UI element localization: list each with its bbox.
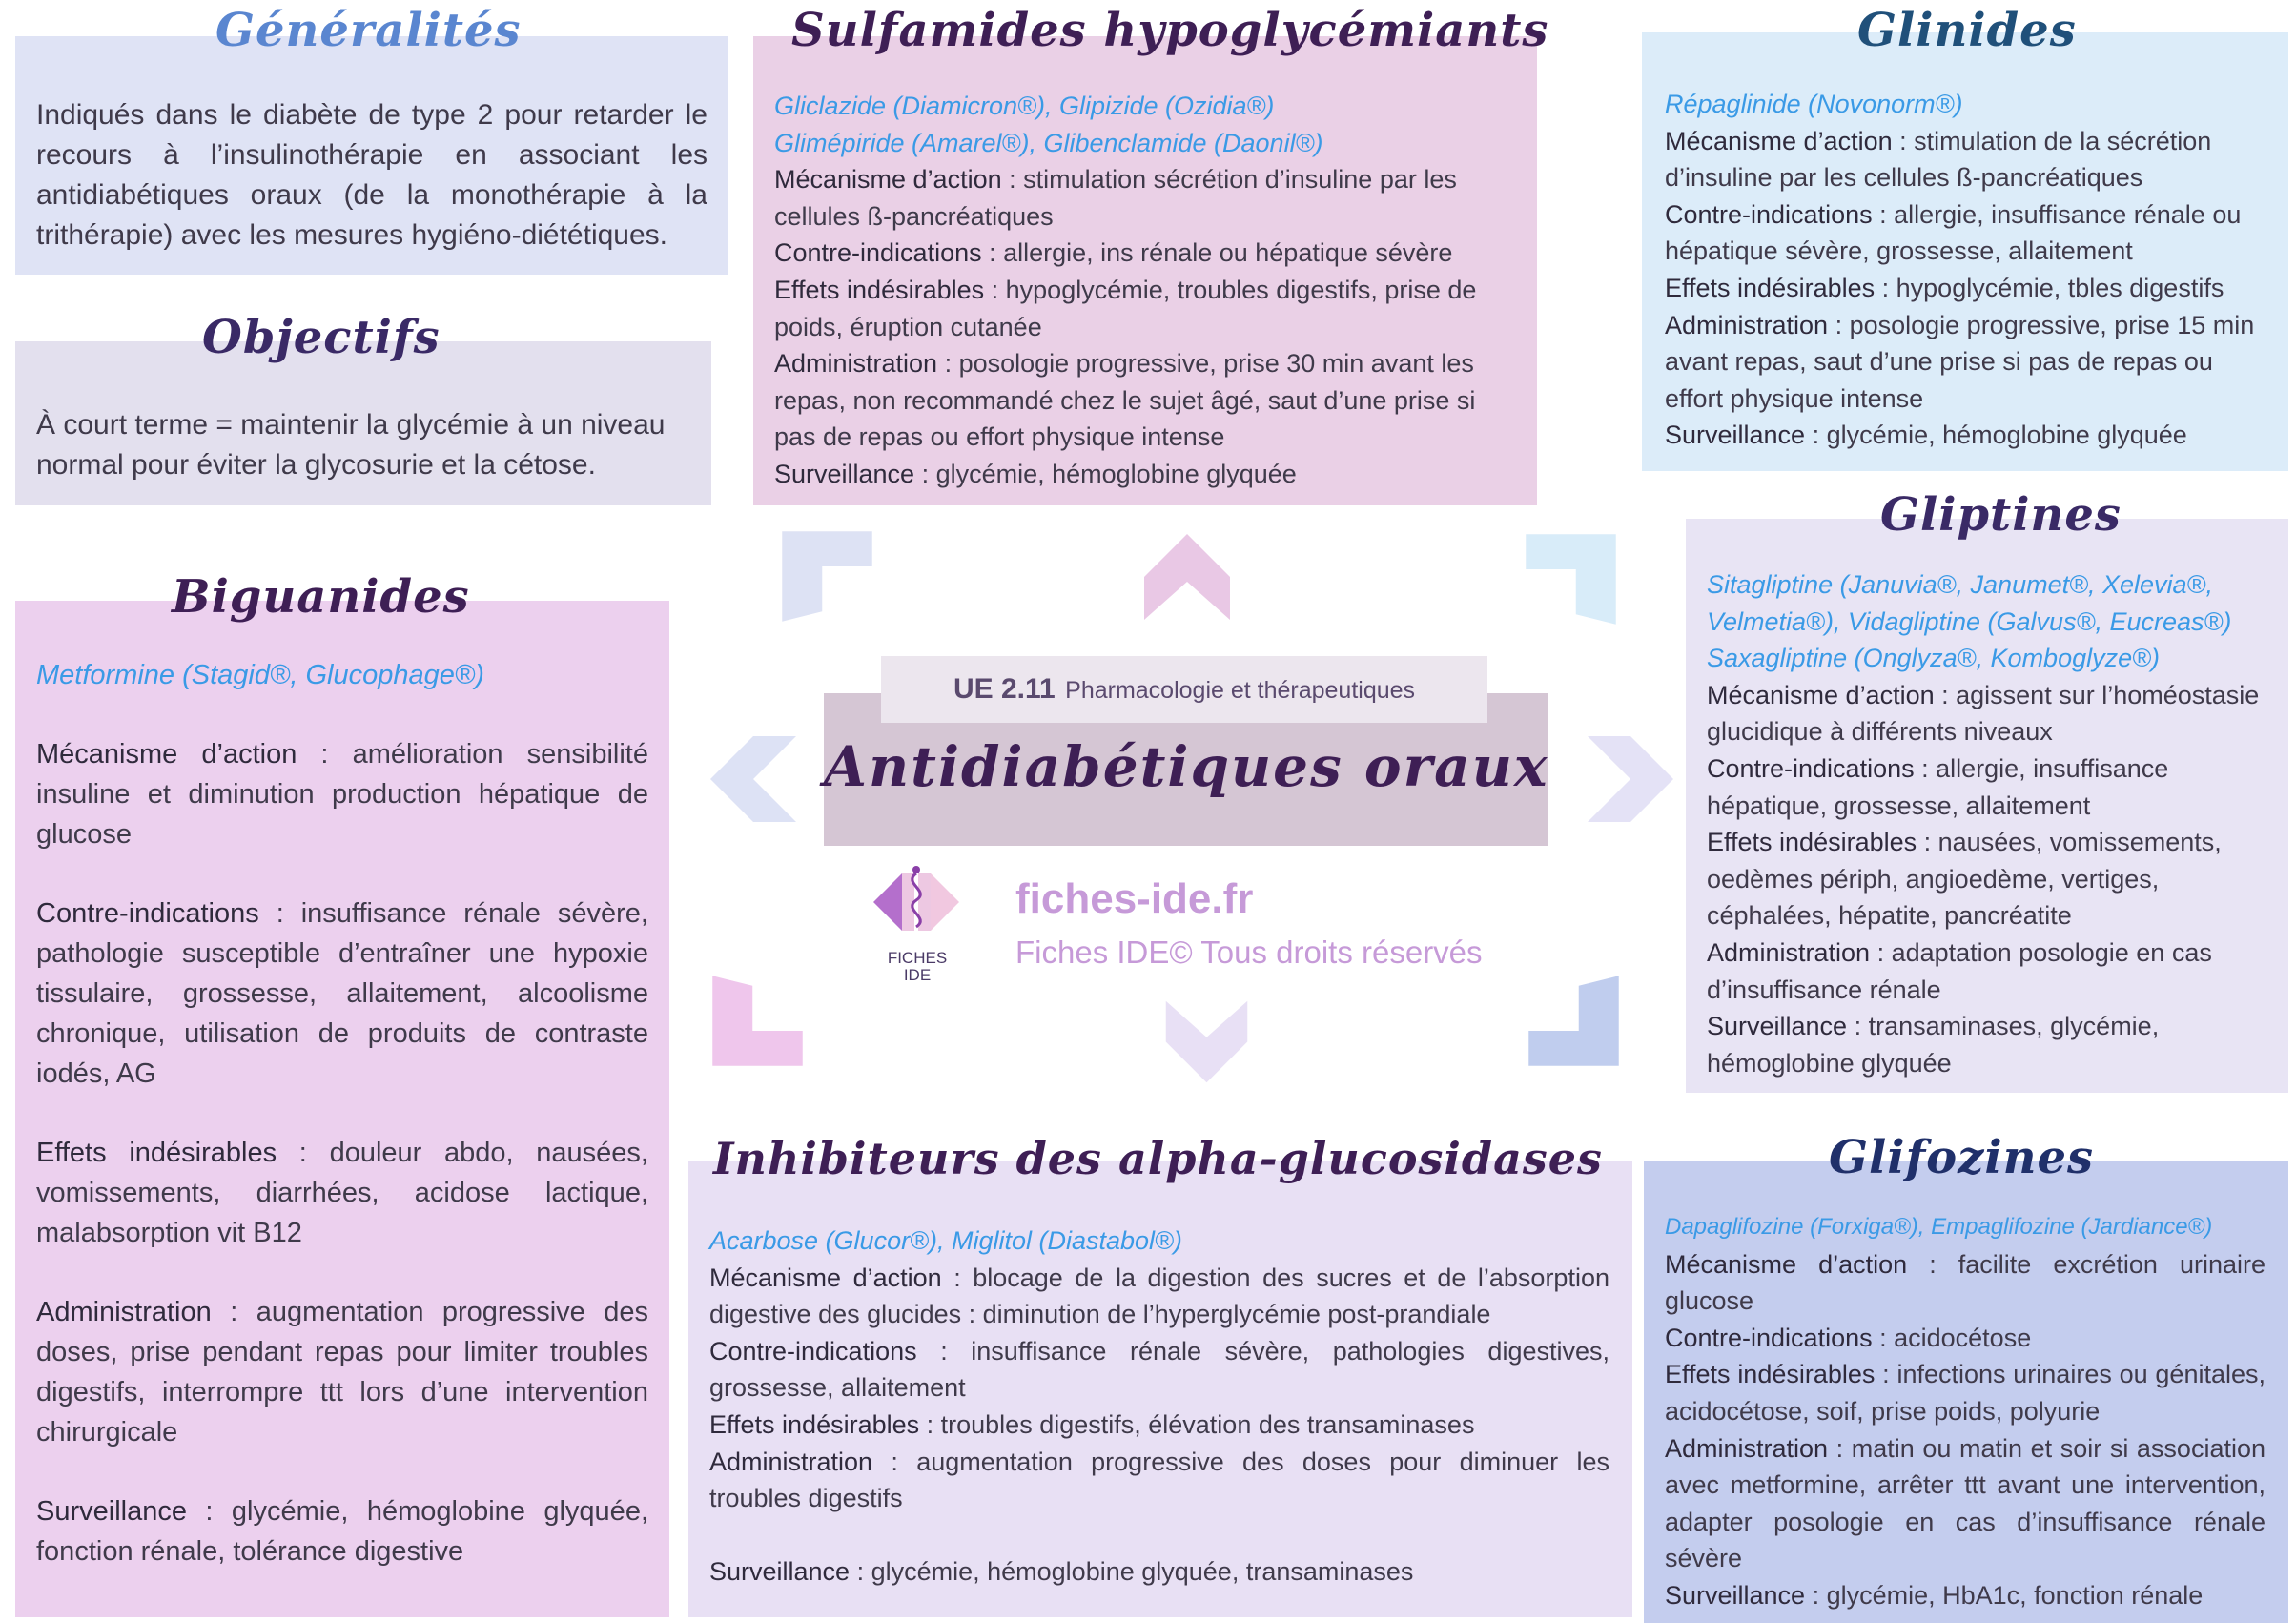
item-label: Contre-indications	[36, 898, 259, 929]
item-label: Mécanisme d’action	[1665, 1249, 1908, 1279]
gliptines-item	[1707, 677, 2279, 750]
glifozines-item	[1665, 1356, 2265, 1429]
item-text: : amélioration sensibilité insuline et diminution production hépatique de glucose	[36, 739, 648, 850]
item-label: Administration	[1665, 1433, 1829, 1463]
item-label: Effets indésirables	[1707, 828, 1917, 857]
item-label: Mécanisme d’action	[36, 739, 297, 770]
arrow-up-left-icon	[777, 526, 877, 627]
item-label: Surveillance	[774, 459, 915, 488]
sulfamides-item	[774, 161, 1518, 235]
gliptines-item	[1707, 750, 2279, 824]
item-text: : agissent sur l’homéostasie glucidique à différents niveaux	[1707, 680, 2260, 747]
item-text: : transaminases, glycémie, hémoglobine glyquée	[1707, 1012, 2160, 1078]
ue-code: UE 2.11	[953, 673, 1056, 705]
arrow-left-icon	[706, 727, 801, 832]
gliptines-item	[1707, 935, 2279, 1008]
biguanides-item	[36, 1491, 648, 1572]
objectifs-text	[36, 405, 704, 485]
arrow-up-right-icon	[1521, 529, 1621, 629]
item-label: Administration	[709, 1447, 873, 1476]
item-text: : adaptation posologie en cas d’insuffisance rénale	[1707, 937, 2212, 1004]
biguanides-content	[36, 655, 648, 1572]
inhibiteurs-content	[709, 1222, 1609, 1590]
item-text: : augmentation progressive des doses pour diminuer les troubles digestifs	[709, 1447, 1609, 1513]
glinides-title: Glinides	[1857, 4, 2077, 57]
item-label: Contre-indications	[774, 238, 982, 268]
item-text: : troubles digestifs, élévation des transaminases	[919, 1409, 1475, 1439]
item-text: : augmentation progressive des doses, prise pendant repas pour limiter troubles digestifs, interrompre ttt lors d’une intervention chirurgicale	[36, 1297, 648, 1448]
item-text: : douleur abdo, nausées, vomissements, diarrhées, acidose lactique, malabsorption vit B12	[36, 1138, 648, 1248]
item-text: : glycémie, HbA1c, fonction rénale	[1805, 1580, 2204, 1610]
item-label: Mécanisme d’action	[1665, 126, 1893, 155]
arrow-up-icon	[1139, 529, 1235, 625]
item-text: : blocage de la digestion des sucres et de l’absorption digestive des glucides : diminution de l’hyperglycémie post-prandiale	[709, 1263, 1609, 1329]
inhibiteurs-item	[709, 1333, 1609, 1407]
gliptines-item	[1707, 824, 2279, 935]
glinides-item	[1665, 123, 2275, 196]
item-text: : allergie, insuffisance rénale ou hépatique sévère, grossesse, allaitement	[1665, 199, 2242, 266]
item-label: Effets indésirables	[1665, 1360, 1876, 1389]
sulfamides-drug: Glimépiride (Amarel®), Glibenclamide (Daonil®)	[774, 128, 1323, 157]
objectifs-paragraph: À court terme = maintenir la glycémie à un niveau normal pour éviter la glycosurie et la cétose.	[36, 409, 666, 481]
item-text: : allergie, insuffisance hépatique, grossesse, allaitement	[1707, 753, 2169, 820]
item-text: : glycémie, hémoglobine glyquée	[1805, 421, 2187, 450]
item-text: : stimulation de la sécrétion d’insuline par les cellules ß-pancréatiques	[1665, 126, 2212, 193]
glinides-drug: Répaglinide (Novonorm®)	[1665, 90, 1963, 118]
glifozines-content	[1665, 1209, 2265, 1614]
glifozines-item	[1665, 1577, 2265, 1614]
glinides-content	[1665, 86, 2275, 454]
glifozines-item	[1665, 1430, 2265, 1577]
generalites-text	[36, 95, 707, 256]
glinides-item	[1665, 417, 2275, 454]
item-label: Mécanisme d’action	[774, 165, 1002, 195]
biguanides-drug: Metformine (Stagid®, Glucophage®)	[36, 660, 484, 690]
biguanides-item	[36, 734, 648, 854]
sulfamides-item	[774, 456, 1518, 493]
sulfamides-item	[774, 235, 1518, 272]
item-text: : glycémie, hémoglobine glyquée	[914, 459, 1297, 488]
item-label: Effets indésirables	[1665, 273, 1876, 302]
biguanides-item	[36, 1292, 648, 1452]
gliptines-item	[1707, 1008, 2279, 1081]
item-label: Administration	[774, 349, 938, 379]
item-label: Mécanisme d’action	[1707, 680, 1935, 709]
inhibiteurs-title: Inhibiteurs des alpha-glucosidases	[713, 1133, 1603, 1184]
inhibiteurs-item	[709, 1444, 1609, 1517]
item-label: Surveillance	[709, 1556, 851, 1586]
sulfamides-item	[774, 272, 1518, 345]
item-text: : stimulation sécrétion d’insuline par les cellules ß-pancréatiques	[774, 165, 1457, 231]
arrow-down-left-icon	[707, 971, 808, 1071]
ue-label-box	[881, 656, 1487, 723]
main-title: Antidiabétiques oraux	[824, 734, 1549, 799]
sulfamides-item	[774, 345, 1518, 456]
logo-text-line1: FICHES	[887, 949, 948, 967]
arrow-right-icon	[1583, 727, 1678, 832]
gliptines-content	[1707, 566, 2279, 1081]
copyright: Fiches IDE© Tous droits réservés	[1015, 935, 1483, 970]
gliptines-title: Gliptines	[1880, 488, 2122, 542]
arrow-down-icon	[1161, 996, 1252, 1087]
item-text: : glycémie, hémoglobine glyquée, fonction rénale, tolérance digestive	[36, 1496, 648, 1567]
item-label: Contre-indications	[1665, 1323, 1873, 1352]
arrow-down-right-icon	[1524, 971, 1624, 1071]
generalites-paragraph: Indiqués dans le diabète de type 2 pour retarder le recours à l’insulinothérapie en associant les antidiabétiques oraux (de la monothérapie à la trithérapie) avec les mesures hygiéno-diététiques.	[36, 99, 707, 251]
item-text: : facilite excrétion urinaire glucose	[1665, 1249, 2265, 1316]
inhibiteurs-item	[709, 1553, 1609, 1591]
biguanides-title: Biguanides	[172, 570, 470, 624]
item-label: Surveillance	[1665, 1580, 1806, 1610]
logo-text-line2: IDE	[903, 966, 932, 984]
item-label: Surveillance	[1707, 1012, 1848, 1041]
item-text: : posologie progressive, prise 30 min avant les repas, non recommandé chez le sujet âgé, saut d’une prise si pas de repas ou effort physique intense	[774, 349, 1476, 452]
item-label: Contre-indications	[709, 1336, 917, 1366]
glifozines-title: Glifozines	[1829, 1131, 2095, 1184]
item-label: Mécanisme d’action	[709, 1263, 942, 1292]
item-text: : hypoglycémie, tbles digestifs	[1875, 273, 2224, 302]
item-text: : posologie progressive, prise 15 min avant repas, saut d’une prise si pas de repas ou effort physique intense	[1665, 310, 2255, 413]
item-label: Contre-indications	[1707, 753, 1915, 783]
glinides-item	[1665, 307, 2275, 418]
item-label: Contre-indications	[1665, 199, 1873, 229]
item-text: : insuffisance rénale sévère, pathologies digestives, grossesse, allaitement	[709, 1336, 1609, 1403]
sulfamides-content	[774, 88, 1518, 493]
sulfamides-title: Sulfamides hypoglycémiants	[791, 4, 1549, 57]
sulfamides-drug: Gliclazide (Diamicron®), Glipizide (Ozidia®)	[774, 92, 1275, 120]
item-label: Administration	[1707, 937, 1871, 967]
biguanides-item	[36, 1133, 648, 1253]
item-text: : infections urinaires ou génitales, acidocétose, soif, prise poids, polyurie	[1665, 1360, 2265, 1426]
glifozines-drug: Dapaglifozine (Forxiga®), Empaglifozine (Jardiance®)	[1665, 1214, 2213, 1240]
item-text: : allergie, ins rénale ou hépatique sévère	[981, 238, 1453, 268]
glifozines-item	[1665, 1246, 2265, 1320]
glinides-item	[1665, 270, 2275, 307]
item-text: : nausées, vomissements, oedèmes périph, angioedème, vertiges, céphalées, hépatite, pancréatite	[1707, 828, 2222, 931]
biguanides-item	[36, 894, 648, 1094]
item-label: Effets indésirables	[36, 1138, 277, 1168]
fiches-ide-logo	[873, 864, 959, 940]
inhibiteurs-item	[709, 1407, 1609, 1444]
brand-site[interactable]: fiches-ide.fr	[1015, 875, 1254, 922]
item-text: : hypoglycémie, troubles digestifs, prise de poids, éruption cutanée	[774, 275, 1477, 341]
generalites-title: Généralités	[215, 4, 522, 57]
inhibiteurs-drug: Acarbose (Glucor®), Miglitol (Diastabol®)	[709, 1226, 1182, 1255]
glinides-item	[1665, 196, 2275, 270]
item-text: : matin ou matin et soir si association avec metformine, arrêter ttt avant une intervention, adapter posologie en cas d’insuffisance rénale sévère	[1665, 1433, 2265, 1573]
item-label: Effets indésirables	[709, 1409, 920, 1439]
item-text: : glycémie, hémoglobine glyquée, transaminases	[850, 1556, 1414, 1586]
objectifs-title: Objectifs	[202, 311, 441, 364]
inhibiteurs-item	[709, 1260, 1609, 1333]
gliptines-drug: Sitagliptine (Januvia®, Janumet®, Xelevia®, Velmetia®), Vidagliptine (Galvus®, Eucreas®)	[1707, 570, 2232, 636]
ue-label: Pharmacologie et thérapeutiques	[1065, 677, 1416, 704]
item-text: : acidocétose	[1872, 1323, 2032, 1352]
item-label: Administration	[36, 1297, 212, 1327]
item-text: : insuffisance rénale sévère, pathologie susceptible d’entraîner une hypoxie tissulaire, grossesse, allaitement, alcoolisme chronique, utilisation de produits de contraste iodés, AG	[36, 898, 648, 1089]
gliptines-drug: Saxagliptine (Onglyza®, Komboglyze®)	[1707, 644, 2161, 673]
item-label: Administration	[1665, 310, 1829, 339]
item-label: Surveillance	[1665, 421, 1806, 450]
item-label: Effets indésirables	[774, 275, 985, 304]
item-label: Surveillance	[36, 1496, 187, 1527]
glifozines-item	[1665, 1320, 2265, 1357]
